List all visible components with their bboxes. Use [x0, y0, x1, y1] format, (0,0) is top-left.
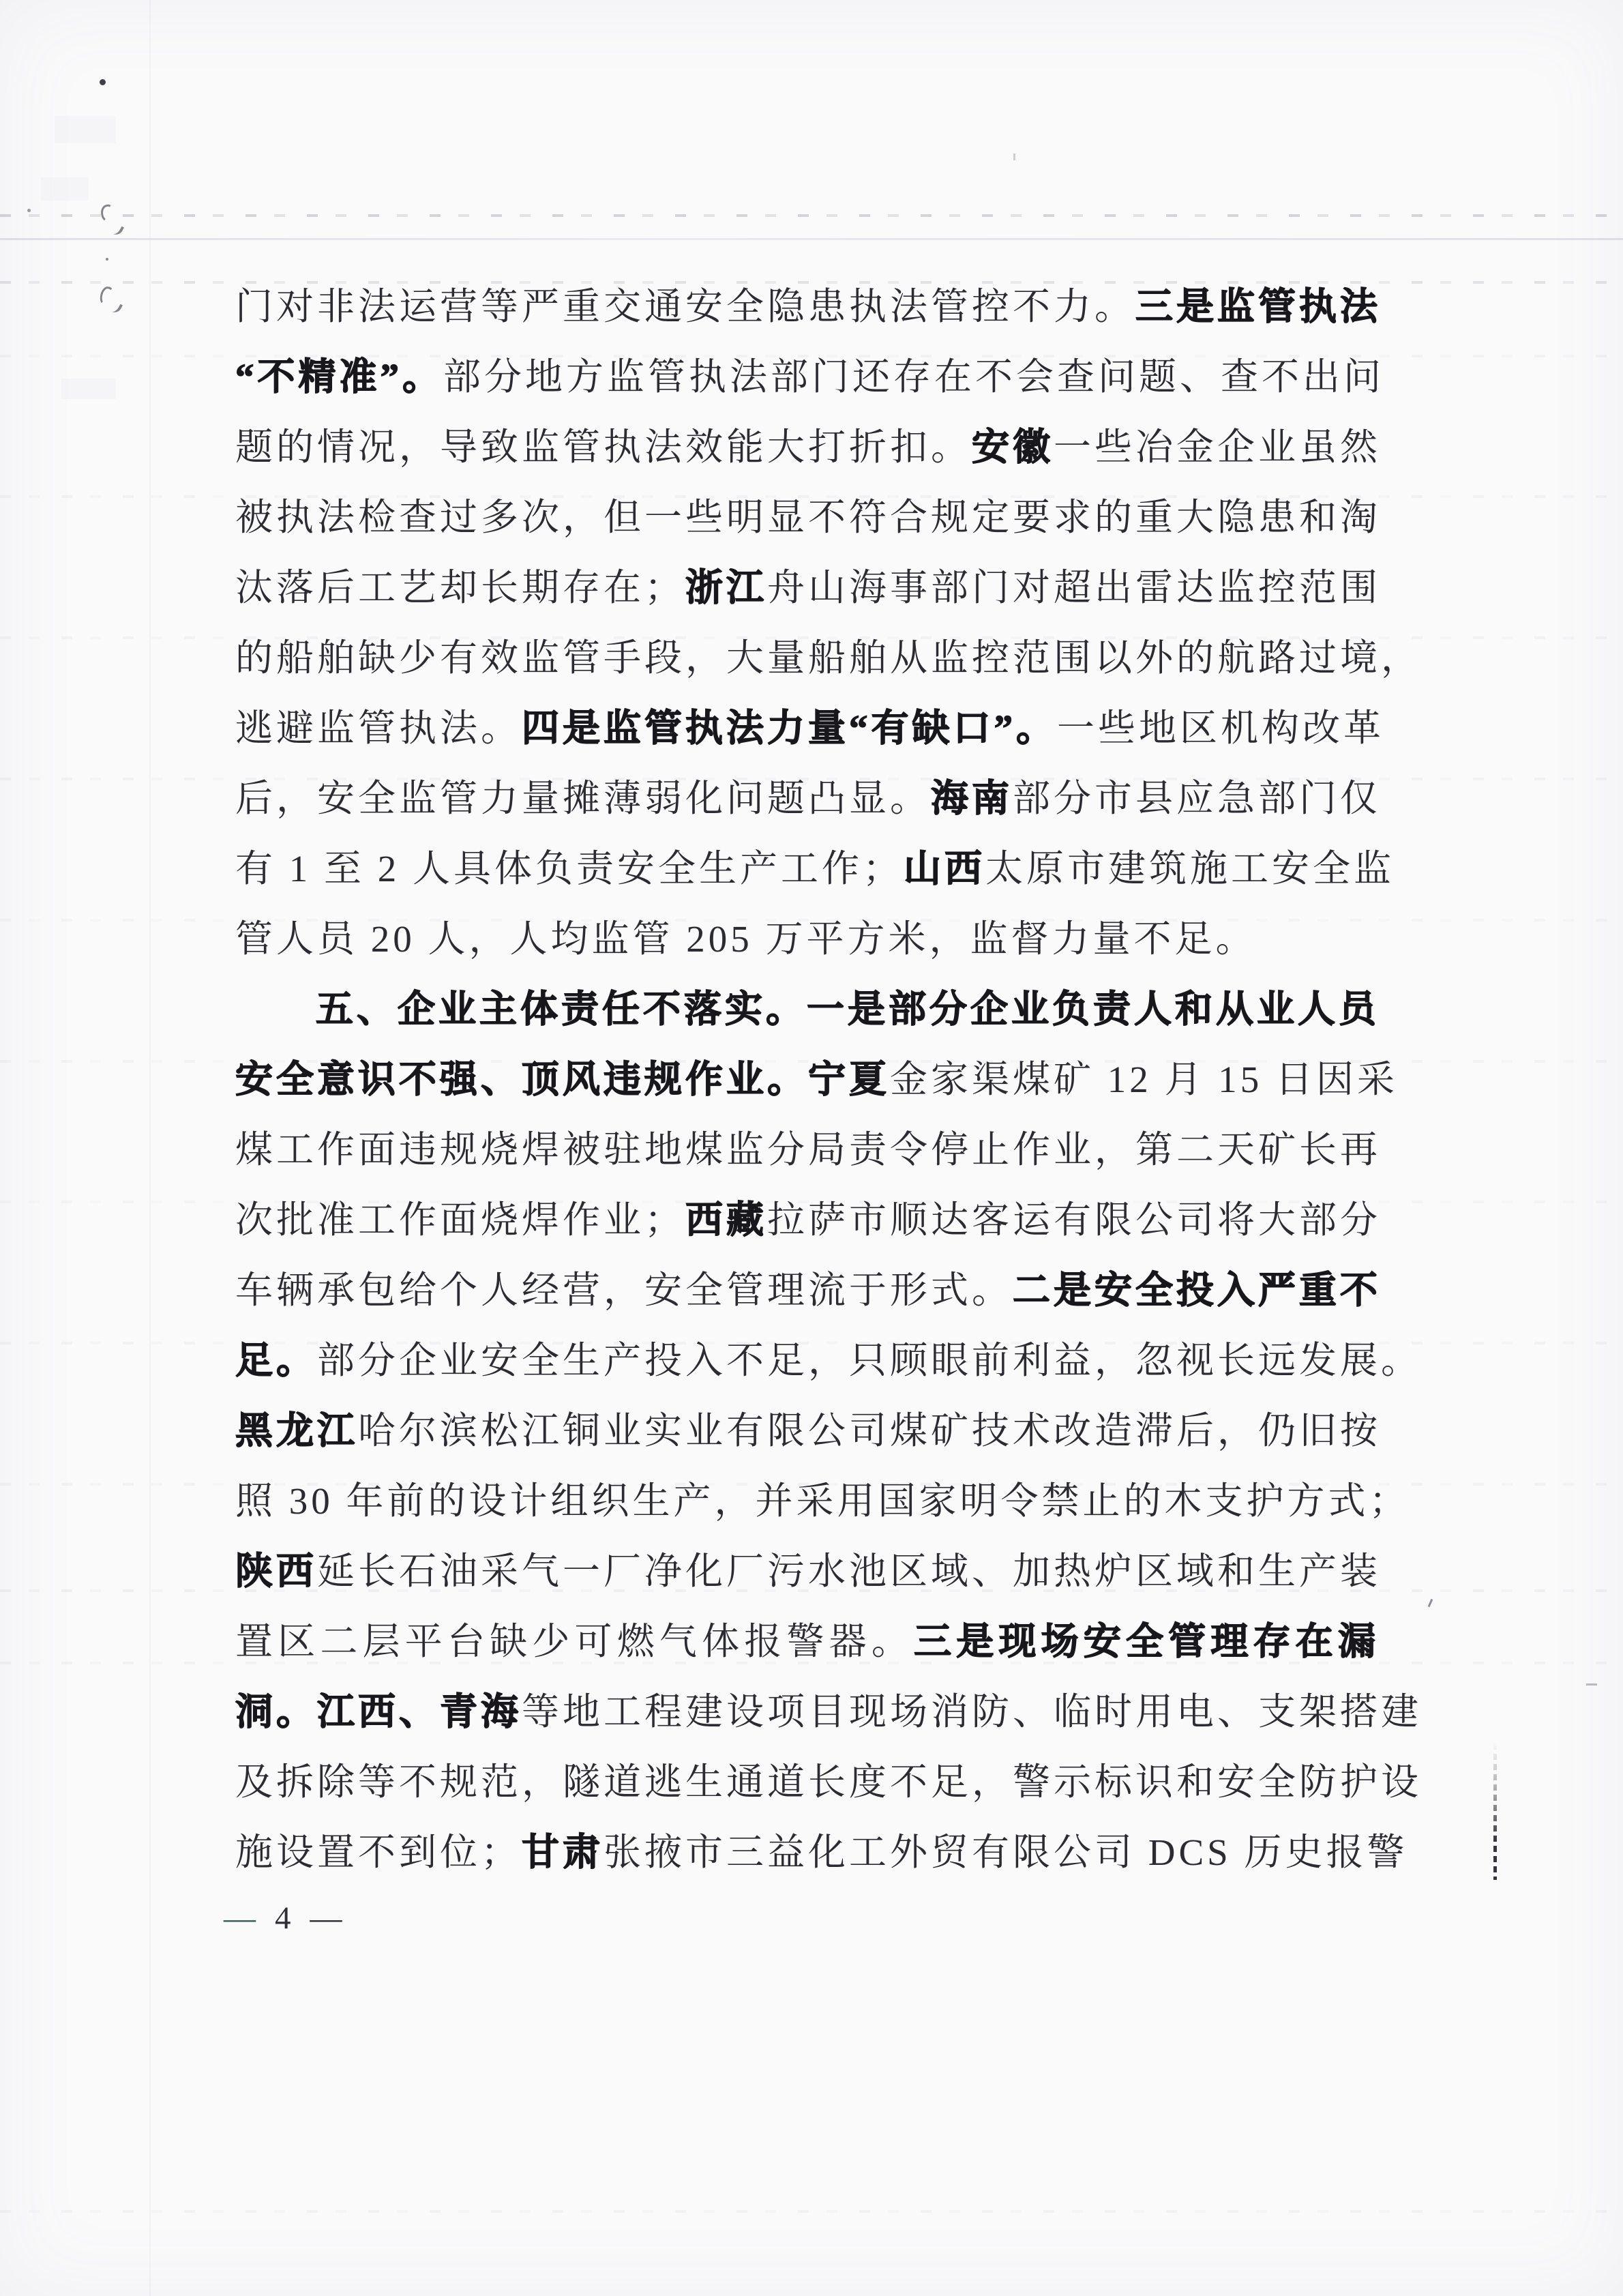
body-text-segment: 被执法检查过多次，但一些明显不符合规定要求的重大隐患和淘 [235, 497, 1382, 538]
body-text-segment: 置区二层平台缺少可燃气体报警器。 [235, 1621, 914, 1662]
body-text [235, 271, 1423, 1887]
scan-noise-band [0, 2210, 1623, 2213]
emphasis-text: 安徽 [972, 426, 1054, 468]
scan-smudge [41, 177, 89, 201]
body-text-segment: 车辆承包给个人经营，安全管理流于形式。 [235, 1269, 1013, 1311]
text-line [235, 763, 1382, 834]
body-text-segment: 管人员 20 人，人均监管 205 万平方米，监督力量不足。 [235, 918, 1257, 960]
body-text-segment: 煤工作面违规烧焊被驻地煤监分局责令停止作业，第二天矿长再 [235, 1129, 1382, 1171]
body-text-segment: 及拆除等不规范，隧道逃生通道长度不足，警示标识和安全防护设 [235, 1761, 1423, 1803]
body-text-segment: 施设置不到位； [235, 1831, 522, 1873]
scan-smudge [61, 379, 116, 399]
emphasis-text: 黑龙江 [235, 1410, 359, 1452]
page-number-dash-right: — [310, 1900, 344, 1936]
body-text-segment: 一些冶金企业虽然 [1054, 426, 1382, 468]
pencil-mark [100, 203, 116, 222]
ink-dot [106, 258, 108, 261]
scan-noise-line [0, 238, 1623, 240]
scan-noise-band [0, 214, 1623, 217]
body-text-segment: 张掖市三益化工外贸有限公司 DCS 历史报警 [604, 1831, 1408, 1873]
scan-speck [1013, 153, 1015, 160]
emphasis-text: 陕西 [235, 1550, 318, 1592]
page-number-value: 4 [275, 1900, 293, 1936]
scan-dotted-vertical-line [1493, 1743, 1497, 1880]
emphasis-text: 二是安全投入严重不 [1013, 1269, 1382, 1311]
text-line [235, 342, 1385, 412]
text-line [235, 482, 1382, 553]
body-text-segment: 题的情况，导致监管执法效能大打折扣。 [235, 426, 972, 468]
body-text-segment: 金家渠煤矿 12 月 15 日因采 [890, 1059, 1399, 1100]
body-text-segment: 部分企业安全生产投入不足，只顾眼前利益，忽视长远发展。 [317, 1340, 1423, 1381]
text-line [235, 1325, 1423, 1396]
scan-speck [1586, 1683, 1597, 1686]
emphasis-text: 宁夏 [808, 1059, 891, 1100]
body-text-segment: 部分市县应急部门仅 [1013, 778, 1382, 819]
emphasis-text: 西藏 [685, 1199, 768, 1241]
body-text-segment: 门对非法运营等严重交通安全隐患执法管控不力。 [235, 286, 1136, 327]
pencil-mark [113, 224, 124, 237]
body-text-segment: 后，安全监管力量摊薄弱化问题凸显。 [235, 778, 932, 819]
emphasis-text: 足。 [235, 1340, 318, 1381]
emphasis-text: 江西、青海 [317, 1691, 522, 1733]
body-text-segment: 太原市建筑施工安全监 [985, 848, 1395, 889]
body-text-segment: 拉萨市顺达客运有限公司将大部分 [767, 1199, 1382, 1241]
text-line [235, 1396, 1382, 1466]
text-line [235, 1747, 1423, 1817]
emphasis-text: 洞。 [235, 1691, 318, 1733]
body-text-segment: 一些地区机构改革 [1057, 707, 1385, 749]
text-line [235, 1466, 1410, 1536]
body-text-segment: 舟山海事部门对超出雷达监控范围 [767, 567, 1382, 608]
text-line [235, 1817, 1408, 1887]
text-line [235, 553, 1382, 623]
text-line [235, 1185, 1382, 1255]
pencil-mark [111, 301, 123, 314]
emphasis-text: “不精准”。 [235, 356, 444, 398]
text-line [235, 1044, 1399, 1115]
scan-vertical-stripe [149, 0, 151, 2296]
text-line [235, 904, 1379, 974]
page-number [224, 1894, 344, 1943]
body-text-segment: 部分地方监管执法部门还存在不会查问题、查不出问 [443, 356, 1385, 398]
text-line [235, 623, 1423, 693]
text-line [235, 1536, 1382, 1606]
text-line [235, 412, 1382, 482]
body-text-segment: 有 1 至 2 人具体负责安全生产工作； [235, 848, 904, 889]
scan-speck [1428, 1599, 1433, 1607]
body-text-segment: 次批准工作面烧焊作业； [235, 1199, 686, 1241]
text-line [235, 1255, 1382, 1325]
emphasis-text: 一是部分企业负责人和从业人员 [807, 988, 1380, 1030]
emphasis-text: 安全意识不强、顶风违规作业。 [235, 1059, 809, 1100]
body-text-segment: 延长石油采气一厂净化厂污水池区域、加热炉区域和生产装 [317, 1550, 1382, 1592]
emphasis-text: 五、企业主体责任不落实。 [316, 988, 807, 1030]
body-text-segment: 的船舶缺少有效监管手段，大量船舶从监控范围以外的航路过境， [235, 637, 1423, 679]
body-text-segment: 等地工程建设项目现场消防、临时用电、支架搭建 [522, 1691, 1423, 1733]
page-number-dash-left: — [224, 1900, 257, 1936]
body-text-segment: 汰落后工艺却长期存在； [235, 567, 686, 608]
ink-dot [100, 79, 106, 85]
body-text-segment: 逃避监管执法。 [235, 707, 522, 749]
text-line [235, 1606, 1379, 1677]
text-line [235, 974, 1379, 1044]
emphasis-text: 甘肃 [522, 1831, 604, 1873]
emphasis-text: 海南 [931, 778, 1013, 819]
text-line [235, 271, 1382, 342]
body-text-segment: 照 30 年前的设计组织生产，并采用国家明令禁止的木支护方式； [235, 1480, 1410, 1522]
scan-smudge [55, 116, 116, 143]
text-line [235, 1677, 1423, 1747]
emphasis-text: 三是现场安全管理存在漏 [914, 1621, 1379, 1662]
emphasis-text: 四是监管执法力量“有缺口”。 [522, 707, 1058, 749]
body-text-segment: 哈尔滨松江铜业实业有限公司煤矿技术改造滞后，仍旧按 [358, 1410, 1382, 1452]
emphasis-text: 三是监管执法 [1135, 286, 1382, 327]
text-line [235, 693, 1385, 763]
emphasis-text: 浙江 [685, 567, 768, 608]
text-line [235, 1115, 1382, 1185]
ink-dot [27, 209, 31, 212]
text-line [235, 834, 1395, 904]
pencil-mark [99, 286, 114, 306]
emphasis-text: 山西 [904, 848, 986, 889]
